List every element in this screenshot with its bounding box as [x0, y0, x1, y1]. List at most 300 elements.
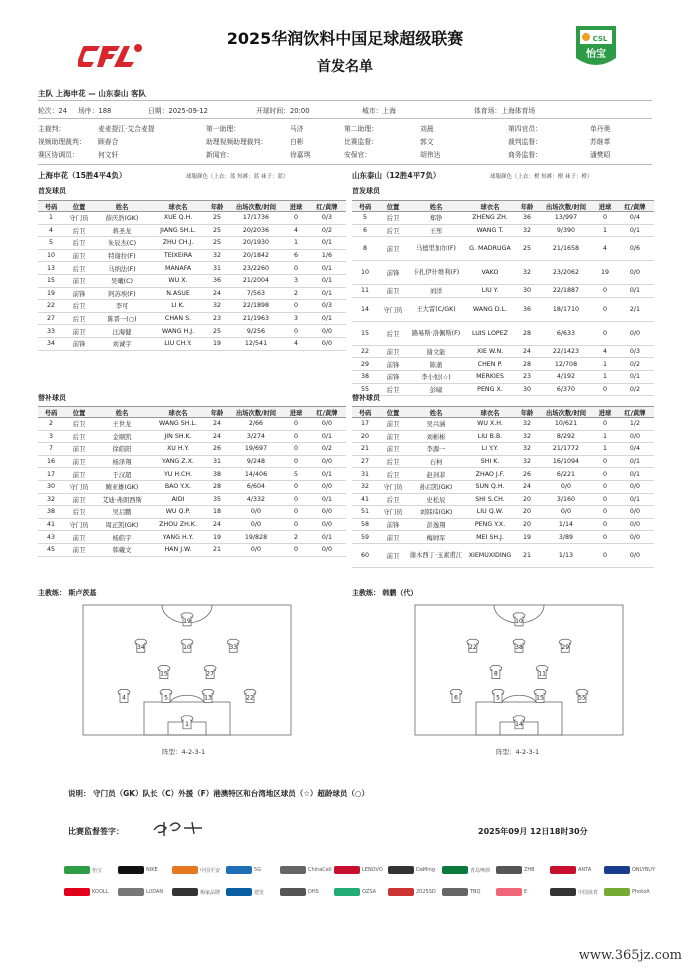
sponsor-logo: [280, 888, 306, 896]
table-row: [38, 418, 346, 431]
table-cell: 21/1963: [228, 312, 284, 325]
table-cell: 20: [352, 430, 378, 443]
table-cell: 1/2: [616, 418, 654, 431]
player-number: 22: [246, 694, 254, 702]
table-cell: 后卫: [64, 506, 94, 519]
table-cell: 0/1: [308, 531, 346, 544]
table-cell: 0: [284, 300, 308, 313]
table-cell: 17/1736: [228, 212, 284, 225]
table-cell: 李小恒(☆): [408, 370, 464, 383]
table-row: [38, 493, 346, 506]
table-row: [352, 358, 654, 371]
table-cell: 20/1842: [228, 249, 284, 262]
home-starters-table: [38, 200, 346, 351]
sponsor-logo: [496, 888, 522, 896]
table-cell: AIDI: [150, 493, 206, 506]
table-cell: 13/997: [538, 212, 594, 225]
table-cell: 28: [516, 358, 538, 371]
table-cell: 22: [352, 345, 378, 358]
table-cell: 谢木西丁·玉素甫江: [408, 543, 464, 567]
table-cell: 前卫: [378, 430, 408, 443]
table-cell: 0/1: [308, 237, 346, 250]
table-cell: 12/708: [538, 358, 594, 371]
table-cell: 周正凯(GK): [94, 518, 150, 531]
official-role: 第一助理：: [206, 125, 240, 133]
table-cell: 0: [284, 418, 308, 431]
table-cell: 32: [38, 493, 64, 506]
table-cell: 10: [38, 249, 64, 262]
home-coach: 主教练： 斯卢茨基: [38, 589, 97, 597]
table-cell: 30: [516, 285, 538, 298]
sponsor-logo: [64, 866, 90, 874]
table-cell: 前卫: [64, 274, 94, 287]
table-cell: 25: [516, 237, 538, 261]
away-subs-label: 替补球员: [352, 394, 380, 402]
table-row: [352, 370, 654, 383]
table-cell: 25: [206, 237, 228, 250]
table-cell: 李源一: [408, 443, 464, 456]
column-header: 进球: [284, 201, 308, 212]
table-cell: 陈蒲: [408, 358, 464, 371]
table-cell: 0/2: [308, 443, 346, 456]
table-cell: 1: [594, 358, 616, 371]
table-cell: 彭逸翔: [408, 518, 464, 531]
table-cell: 1: [594, 370, 616, 383]
table-cell: SHI S.CH.: [464, 493, 516, 506]
table-cell: CHEN P.: [464, 358, 516, 371]
table-cell: 前卫: [64, 443, 94, 456]
table-cell: 0/1: [616, 468, 654, 481]
table-cell: G. MADRUGA: [464, 237, 516, 261]
table-cell: XU H.Y.: [150, 443, 206, 456]
table-cell: 前卫: [64, 468, 94, 481]
watermark: www.365jz.com: [578, 948, 682, 963]
table-row: [38, 212, 346, 225]
table-cell: 9/248: [228, 455, 284, 468]
table-cell: 2: [38, 418, 64, 431]
table-cell: 31: [352, 468, 378, 481]
table-cell: 4: [284, 337, 308, 350]
table-cell: 19/697: [228, 443, 284, 456]
table-cell: 薛庆浩(GK): [94, 212, 150, 225]
table-cell: 后卫: [64, 418, 94, 431]
table-cell: 22/1423: [538, 345, 594, 358]
table-cell: 陈晋一(○): [94, 312, 150, 325]
official-name: 苏继革: [590, 138, 611, 146]
table-cell: 0/0: [308, 418, 346, 431]
table-cell: 45: [38, 543, 64, 556]
sponsor-name: PhotoA: [632, 889, 650, 895]
table-cell: TEIXEIRA: [150, 249, 206, 262]
table-cell: 0/1: [308, 287, 346, 300]
official-role: 比赛监督：: [344, 138, 378, 146]
table-cell: 史松辰: [408, 493, 464, 506]
player-number: 15: [160, 670, 168, 678]
table-cell: PENG X.: [464, 383, 516, 396]
away-team-name: 山东泰山（12胜4平7负）: [352, 171, 441, 180]
home-formation: 阵型：4-2-3-1: [162, 748, 206, 756]
table-cell: 0/4: [616, 212, 654, 225]
table-cell: LIU B.B.: [464, 430, 516, 443]
column-header: 年龄: [206, 407, 228, 418]
player-number: 14: [515, 720, 523, 728]
official-role: 裁判监督：: [508, 138, 542, 146]
table-cell: 20: [516, 493, 538, 506]
table-cell: 0/0: [308, 518, 346, 531]
table-cell: 0: [594, 285, 616, 298]
table-row: [352, 506, 654, 519]
table-cell: 0/0: [308, 455, 346, 468]
table-cell: WANG T.: [464, 224, 516, 237]
column-header: 号码: [38, 201, 64, 212]
table-cell: 0: [594, 418, 616, 431]
table-cell: 0/1: [616, 455, 654, 468]
table-cell: 孙启凯(GK): [408, 480, 464, 493]
table-cell: 4: [594, 237, 616, 261]
table-cell: WANG H.J.: [150, 325, 206, 338]
table-cell: 谢文能: [408, 345, 464, 358]
table-cell: 0/0: [616, 543, 654, 567]
table-cell: 0: [284, 443, 308, 456]
player-number: 10: [183, 644, 191, 652]
table-row: [352, 531, 654, 544]
table-cell: 0/1: [616, 224, 654, 237]
table-cell: 4/332: [228, 493, 284, 506]
table-cell: 25: [206, 325, 228, 338]
table-cell: 0/0: [308, 480, 346, 493]
table-cell: 前卫: [64, 543, 94, 556]
table-cell: 17: [38, 468, 64, 481]
table-cell: 杨皓宇: [94, 531, 150, 544]
sponsor-name: E·: [524, 889, 529, 895]
table-cell: 后卫: [378, 321, 408, 345]
table-cell: 守门员: [378, 480, 408, 493]
table-cell: 0/3: [616, 345, 654, 358]
table-cell: 32: [206, 300, 228, 313]
table-row: [352, 493, 654, 506]
table-cell: 0/1: [616, 285, 654, 298]
table-cell: 朱辰杰(C): [94, 237, 150, 250]
table-row: [38, 287, 346, 300]
officials-row: [38, 123, 652, 134]
table-cell: 10: [352, 261, 378, 285]
column-header: 球衣名: [150, 201, 206, 212]
table-cell: 29: [352, 358, 378, 371]
table-cell: 刘诚宇: [94, 337, 150, 350]
table-cell: 0: [594, 518, 616, 531]
sponsor-name: 中国体育: [578, 890, 599, 896]
table-cell: 0: [594, 468, 616, 481]
table-cell: 杨泽翔: [94, 455, 150, 468]
column-header: 位置: [64, 201, 94, 212]
sponsor-logo: [334, 888, 360, 896]
table-cell: 59: [352, 531, 378, 544]
table-row: [38, 274, 346, 287]
table-cell: 35: [206, 493, 228, 506]
table-cell: 于汉超: [94, 468, 150, 481]
sponsor-logo: [226, 866, 252, 874]
table-cell: LIU Q.W.: [464, 506, 516, 519]
table-cell: 0: [594, 321, 616, 345]
table-cell: WANG SH.L.: [150, 418, 206, 431]
table-row: [38, 455, 346, 468]
table-row: [352, 443, 654, 456]
table-cell: XIE W.N.: [464, 345, 516, 358]
table-cell: 前卫: [378, 443, 408, 456]
column-header: 年龄: [516, 201, 538, 212]
table-cell: BAO Y.X.: [150, 480, 206, 493]
table-cell: 19: [516, 531, 538, 544]
table-cell: MANAFA: [150, 262, 206, 275]
penalty-arc: [502, 695, 536, 702]
sponsor-logo: [280, 866, 306, 874]
sponsor-logo: [118, 866, 144, 874]
table-row: [38, 249, 346, 262]
table-cell: 0/1: [616, 370, 654, 383]
table-cell: 6: [352, 224, 378, 237]
stadium: 体育场：上海体育场: [474, 107, 536, 115]
csl-logo-text: CSL: [592, 35, 608, 43]
table-cell: 鲍亚雄(GK): [94, 480, 150, 493]
column-header: 球衣名: [150, 407, 206, 418]
table-cell: 32: [516, 224, 538, 237]
table-cell: 前卫: [64, 325, 94, 338]
table-cell: 吴兴涵: [408, 418, 464, 431]
player-number: 11: [538, 670, 546, 678]
table-cell: 0: [284, 262, 308, 275]
table-cell: 3/89: [538, 531, 594, 544]
sponsor-logo: [388, 888, 414, 896]
table-cell: 守门员: [64, 212, 94, 225]
table-cell: HAN J.W.: [150, 543, 206, 556]
official-role: 安保官：: [344, 151, 372, 159]
table-cell: 11: [352, 285, 378, 298]
table-cell: 60: [352, 543, 378, 567]
table-cell: N.ASUE: [150, 287, 206, 300]
sponsor-name: DHS: [308, 889, 319, 895]
sponsor-logo: [226, 888, 252, 896]
table-cell: 0: [594, 383, 616, 396]
player-number: 29: [561, 644, 570, 652]
table-cell: 前卫: [378, 418, 408, 431]
table-cell: 4: [594, 345, 616, 358]
away-formation-pitch: [414, 604, 624, 736]
table-cell: 0/0: [228, 518, 284, 531]
table-cell: 32: [516, 443, 538, 456]
table-cell: 0/1: [308, 430, 346, 443]
table-cell: 马纳法(F): [94, 262, 150, 275]
table-cell: 0/0: [616, 531, 654, 544]
table-cell: 0: [284, 212, 308, 225]
table-cell: 4: [284, 224, 308, 237]
table-cell: 彭啸: [408, 383, 464, 396]
table-cell: 38: [38, 506, 64, 519]
away-starters-label: 首发球员: [352, 187, 380, 195]
player-number: 8: [493, 670, 498, 678]
sponsor-name: KOOLL: [92, 889, 109, 895]
table-cell: 梅帅军: [408, 531, 464, 544]
table-cell: 前锋: [378, 518, 408, 531]
table-cell: 后卫: [378, 455, 408, 468]
table-cell: 后卫: [64, 312, 94, 325]
officials-row: [38, 149, 652, 160]
table-cell: 刘韩玮(GK): [408, 506, 464, 519]
table-cell: CHAN S.: [150, 312, 206, 325]
table-cell: 3: [38, 430, 64, 443]
table-cell: 51: [352, 506, 378, 519]
table-cell: 0: [284, 518, 308, 531]
home-subs-label: 替补球员: [38, 394, 66, 402]
table-row: [38, 325, 346, 338]
column-header: 号码: [352, 407, 378, 418]
table-cell: 3/274: [228, 430, 284, 443]
table-row: [38, 506, 346, 519]
table-cell: 21/1772: [538, 443, 594, 456]
table-cell: 15: [38, 274, 64, 287]
player-number: 10: [515, 617, 523, 625]
table-cell: WU X.: [150, 274, 206, 287]
column-header: 出场次数/时间: [228, 201, 284, 212]
table-cell: 25: [206, 224, 228, 237]
table-cell: 14/406: [228, 468, 284, 481]
table-cell: 36: [206, 274, 228, 287]
column-header: 位置: [378, 407, 408, 418]
sponsor-name: 5G: [254, 867, 262, 873]
sponsor-logo: [334, 866, 360, 874]
player-number: 15: [536, 694, 544, 702]
home-jersey-colors: 球服颜色（上衣：蓝 短裤：蓝 袜子：蓝）: [186, 174, 289, 180]
table-cell: 王大雷(C/GK): [408, 297, 464, 321]
table-cell: 后卫: [378, 212, 408, 225]
column-header: 号码: [38, 407, 64, 418]
home-subs-table: [38, 406, 346, 557]
table-cell: 28: [516, 321, 538, 345]
table-cell: 前卫: [378, 345, 408, 358]
official-role: 视频助理裁判：: [38, 138, 86, 146]
sponsor-name: 中国平安: [200, 868, 221, 874]
table-cell: 36: [516, 297, 538, 321]
table-cell: 32: [516, 430, 538, 443]
sponsor-logo-text: 怡宝: [586, 49, 606, 60]
player-number: 19: [183, 617, 191, 625]
table-cell: 3: [284, 274, 308, 287]
table-cell: 韩戴文: [94, 543, 150, 556]
sponsor-name: DaMing: [416, 867, 435, 873]
table-cell: 23/2260: [228, 262, 284, 275]
table-cell: 后卫: [64, 237, 94, 250]
table-row: [352, 285, 654, 298]
official-name: 潘樊昭: [590, 151, 611, 159]
table-cell: 0/2: [616, 358, 654, 371]
table-cell: 9/256: [228, 325, 284, 338]
table-cell: 36: [516, 212, 538, 225]
sponsor-name: 青岛啤酒: [470, 868, 491, 874]
table-cell: 8/292: [538, 430, 594, 443]
table-cell: 5: [284, 468, 308, 481]
table-cell: 3/160: [538, 493, 594, 506]
table-cell: 0/4: [616, 443, 654, 456]
table-cell: 0/0: [616, 480, 654, 493]
table-cell: 郑铮: [408, 212, 464, 225]
column-header: 出场次数/时间: [538, 407, 594, 418]
player-number: 5: [164, 694, 168, 702]
table-row: [352, 237, 654, 261]
column-header: 位置: [378, 201, 408, 212]
table-cell: 守门员: [378, 297, 408, 321]
table-cell: 7/563: [228, 287, 284, 300]
table-cell: 后卫: [64, 300, 94, 313]
table-row: [352, 455, 654, 468]
table-row: [352, 297, 654, 321]
sponsor-name: 2025SD: [416, 889, 436, 895]
table-cell: 32: [352, 480, 378, 493]
table-cell: 28: [206, 480, 228, 493]
table-cell: ZHAO J.F.: [464, 468, 516, 481]
table-cell: 6/633: [538, 321, 594, 345]
table-cell: 21: [206, 543, 228, 556]
table-cell: 58: [352, 518, 378, 531]
table-cell: 守门员: [64, 480, 94, 493]
table-cell: 13: [38, 262, 64, 275]
table-cell: 19: [594, 261, 616, 285]
table-cell: 前锋: [64, 287, 94, 300]
column-header: 姓名: [94, 201, 150, 212]
player-number: 27: [206, 670, 214, 678]
table-cell: SHI K.: [464, 455, 516, 468]
official-name: 郭文: [420, 138, 434, 146]
table-cell: 41: [38, 518, 64, 531]
table-cell: 43: [38, 531, 64, 544]
column-header: 红/黄牌: [616, 407, 654, 418]
table-cell: 阿苏埃(F): [94, 287, 150, 300]
table-cell: 特谢拉(F): [94, 249, 150, 262]
table-cell: 吴启鹏: [94, 506, 150, 519]
column-header: 年龄: [206, 201, 228, 212]
table-cell: 31: [206, 262, 228, 275]
table-cell: 0/0: [616, 430, 654, 443]
table-cell: 0/0: [538, 506, 594, 519]
away-formation: 阵型：4-2-3-1: [496, 748, 540, 756]
official-role: 新闻官：: [206, 151, 234, 159]
table-cell: 0/1: [308, 262, 346, 275]
sponsor-name: LENOVO: [362, 867, 383, 873]
matchup: 主队 上海申花 — 山东泰山 客队: [38, 89, 146, 98]
table-cell: 25: [206, 212, 228, 225]
table-cell: WU Q.P.: [150, 506, 206, 519]
game-number: 场序：188: [78, 107, 112, 115]
table-cell: 1: [594, 224, 616, 237]
officials-row: [38, 136, 652, 147]
column-header: 年龄: [516, 407, 538, 418]
sponsor-logo: [64, 888, 90, 896]
table-row: [352, 321, 654, 345]
official-role: 主裁判：: [38, 125, 66, 133]
table-cell: 26: [206, 443, 228, 456]
table-cell: 0: [594, 543, 616, 567]
table-cell: 前卫: [378, 285, 408, 298]
column-header: 球衣名: [464, 201, 516, 212]
table-cell: 21: [352, 443, 378, 456]
table-row: [352, 543, 654, 567]
table-cell: 0: [284, 480, 308, 493]
column-header: 红/黄牌: [308, 407, 346, 418]
match-date: 日期：2025-09-12: [148, 107, 208, 115]
sponsor-name: ZHB: [524, 867, 535, 873]
column-header: 进球: [284, 407, 308, 418]
official-name: 白彬: [290, 138, 304, 146]
official-role: 助理视频助理裁判：: [206, 138, 268, 146]
table-cell: 18: [206, 506, 228, 519]
